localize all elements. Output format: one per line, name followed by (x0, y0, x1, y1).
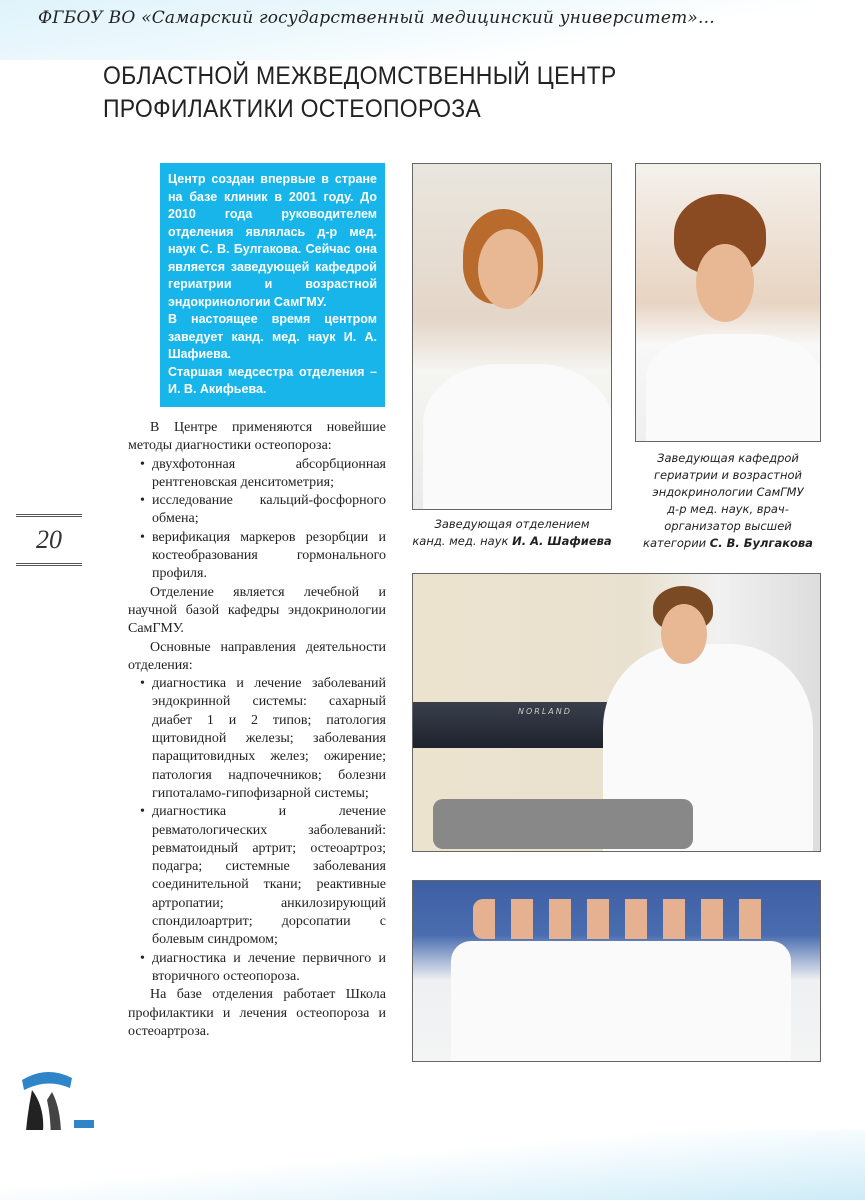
list-item: • исследование кальций-фосфорного обмена; (140, 492, 386, 529)
title-line-1: ОБЛАСТНОЙ МЕЖВЕДОМСТВЕННЫЙ ЦЕНТР (103, 62, 617, 90)
device-label: NORLAND (518, 707, 572, 716)
caption-line: д-р мед. наук, врач- (667, 502, 789, 516)
body-text (128, 419, 386, 1041)
page-number: 20 (16, 514, 82, 566)
caption-shafieva (412, 516, 612, 550)
caption-line (622, 535, 834, 552)
caption-name: И. А. Шафиева (512, 534, 612, 548)
caption-line: Заведующая отделением (434, 517, 590, 531)
footer-swoosh (0, 1130, 865, 1200)
paragraph: Отделение является лечебной и научной базой кафедры эндокринологии СамГМУ. (128, 584, 386, 637)
caption-line: организатор высшей (664, 519, 792, 533)
photo-staff-group (412, 880, 821, 1062)
info-paragraph: Центр создан впервые в стране на базе клиник в 2001 году. До 2010 года руководителем отделения являлась д-р мед. наук С. В. Булгакова. Сейчас она является заведующей кафедрой гериатрии и возрастной эндокринологии СамГМУ. (168, 172, 377, 309)
info-box (160, 163, 385, 407)
caption-line: гериатрии и возрастной (654, 468, 802, 482)
methods-list (128, 456, 386, 584)
photo-shafieva (412, 163, 612, 510)
info-paragraph: Старшая медсестра отделения – И. В. Акифьева. (168, 364, 377, 396)
paragraph: В Центре применяются новейшие методы диагностики остеопороза: (128, 420, 386, 454)
list-item: • верификация маркеров резорбции и костеобразования гормонального профиля. (140, 529, 386, 584)
caption-bulgakova (622, 450, 834, 552)
info-paragraph: В настоящее время центром заведует канд. мед. наук И. А. Шафиева. (168, 312, 377, 361)
running-head: ФГБОУ ВО «Самарский государственный медицинский университет»... (38, 8, 715, 28)
caption-name: С. В. Булгакова (709, 536, 813, 550)
list-item: • двухфотонная абсорбционная рентгеновская денситометрия; (140, 456, 386, 493)
directions-list (128, 675, 386, 986)
caption-degree: канд. мед. наук (412, 534, 513, 548)
photo-bulgakova (635, 163, 821, 442)
caption-line (412, 533, 612, 550)
caption-line: эндокринологии СамГМУ (652, 485, 804, 499)
paragraph: На базе отделения работает Школа профилактики и лечения остеопороза и остеоартроза. (128, 987, 386, 1039)
title-line-2: ПРОФИЛАКТИКИ ОСТЕОПОРОЗА (103, 95, 482, 123)
list-item: • диагностика и лечение ревматологических заболеваний: ревматоидный артрит; остеоартроз; подагра; системные заболевания соединительной ткани; реактивные артропатии; анкилозирующий спондилоартрит; дорсопатии с болевым синдромом; (140, 803, 386, 949)
list-item: • диагностика и лечение заболеваний эндокринной системы: сахарный диабет 1 и 2 типов; патология щитовидной железы; заболевания паращитовидных желез; ожирение; патология надпочечников; болезни гипоталамо-гипофизарной системы; (140, 675, 386, 803)
page-title (103, 60, 617, 126)
caption-line: Заведующая кафедрой (657, 451, 799, 465)
list-item: • диагностика и лечение первичного и вторичного остеопороза. (140, 950, 386, 987)
paragraph: Основные направления деятельности отделения: (128, 639, 386, 673)
caption-text: категории (643, 536, 710, 550)
photo-densitometry (412, 573, 821, 852)
